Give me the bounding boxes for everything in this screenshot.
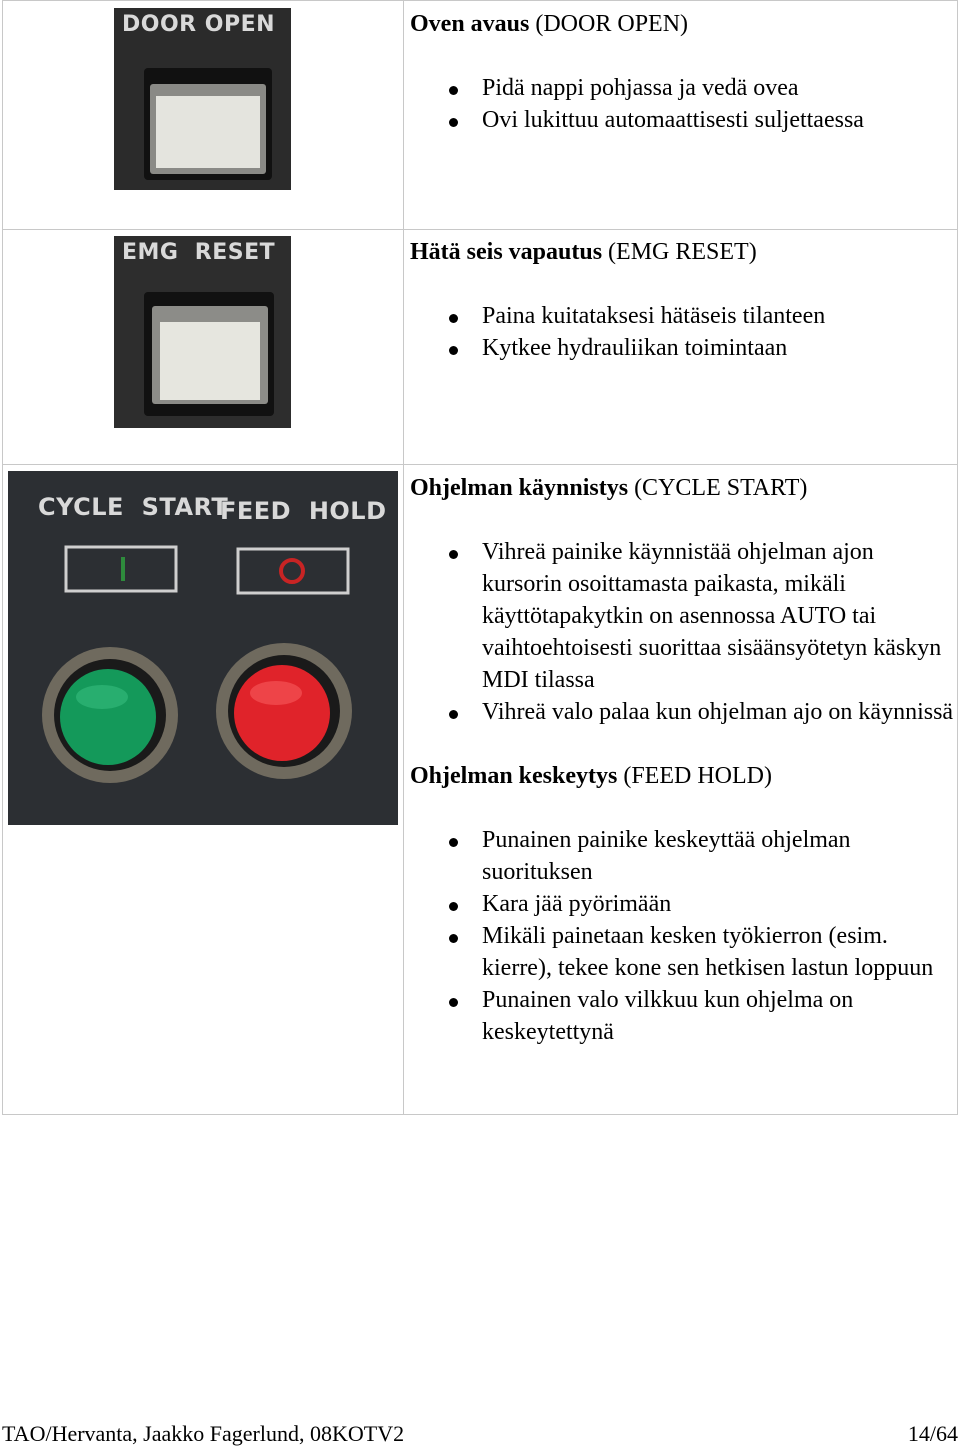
emg-reset-heading: Hätä seis vapautus (EMG RESET) (410, 239, 757, 265)
feed-hold-bullets (410, 824, 955, 1048)
emg-reset-panel-label: EMG RESET (122, 240, 276, 265)
cycle-start-symbol-icon (121, 557, 125, 581)
list-item: Punainen painike keskeyttää ohjelman suorituksen (410, 824, 955, 888)
cycle-panel-symbols (8, 471, 398, 825)
list-item: Kara jää pyörimään (410, 888, 955, 920)
emg-reset-description (410, 236, 955, 364)
door-open-panel-label: DOOR OPEN (122, 12, 276, 37)
door-open-button-face (156, 96, 260, 168)
door-open-heading: Oven avaus (DOOR OPEN) (410, 11, 689, 37)
emg-reset-button-face (160, 322, 260, 400)
list-item: Vihreä valo palaa kun ohjelman ajo on käynnissä (410, 696, 955, 728)
list-item: Punainen valo vilkkuu kun ohjelma on keskeytettynä (410, 984, 955, 1048)
table-border-row2 (2, 464, 958, 465)
footer-author: TAO/Hervanta, Jaakko Fagerlund, 08KOTV2 (2, 1421, 405, 1446)
door-open-button-photo (114, 8, 291, 190)
list-item: Mikäli painetaan kesken työkierron (esim. kierre), tekee kone sen hetkisen lastun loppuun (410, 920, 955, 984)
door-open-description (410, 8, 955, 136)
emg-reset-bullets (410, 300, 955, 364)
list-item: Ovi lukittuu automaattisesti suljettaessa (410, 104, 955, 136)
table-border-middle (403, 0, 404, 1115)
cycle-start-panel-label: CYCLE START (38, 493, 229, 521)
cycle-start-description (410, 472, 955, 1048)
table-border-top (2, 0, 958, 1)
table-border-left (2, 0, 3, 1115)
page-footer (2, 1420, 958, 1448)
cycle-start-heading: Ohjelman käynnistys (CYCLE START) (410, 475, 808, 501)
list-item: Paina kuitataksesi hätäseis tilanteen (410, 300, 955, 332)
emg-reset-button-photo (114, 236, 291, 428)
feed-hold-symbol-icon (281, 560, 303, 582)
feed-hold-heading: Ohjelman keskeytys (FEED HOLD) (410, 763, 772, 789)
page-number: 14/64 (907, 1421, 958, 1446)
table-border-right (957, 0, 958, 1115)
cycle-start-feed-hold-photo (8, 471, 398, 825)
feed-hold-panel-label: FEED HOLD (220, 497, 387, 525)
red-button-face (234, 665, 330, 761)
table-border-bottom (2, 1114, 958, 1115)
door-open-bullets (410, 72, 955, 136)
feed-hold-symbol-frame (238, 549, 348, 593)
green-button-face (60, 669, 156, 765)
list-item: Kytkee hydrauliikan toimintaan (410, 332, 955, 364)
table-border-row1 (2, 229, 958, 230)
red-button-highlight (250, 681, 302, 705)
list-item: Pidä nappi pohjassa ja vedä ovea (410, 72, 955, 104)
green-button-highlight (76, 685, 128, 709)
cycle-start-bullets (410, 536, 955, 728)
list-item: Vihreä painike käynnistää ohjelman ajon kursorin osoittamasta paikasta, mikäli käyttötapakytkin on asennossa AUTO tai vaihtoehtoisesti suorittaa sisäänsyötetyn käskyn MDI tilassa (410, 536, 955, 696)
